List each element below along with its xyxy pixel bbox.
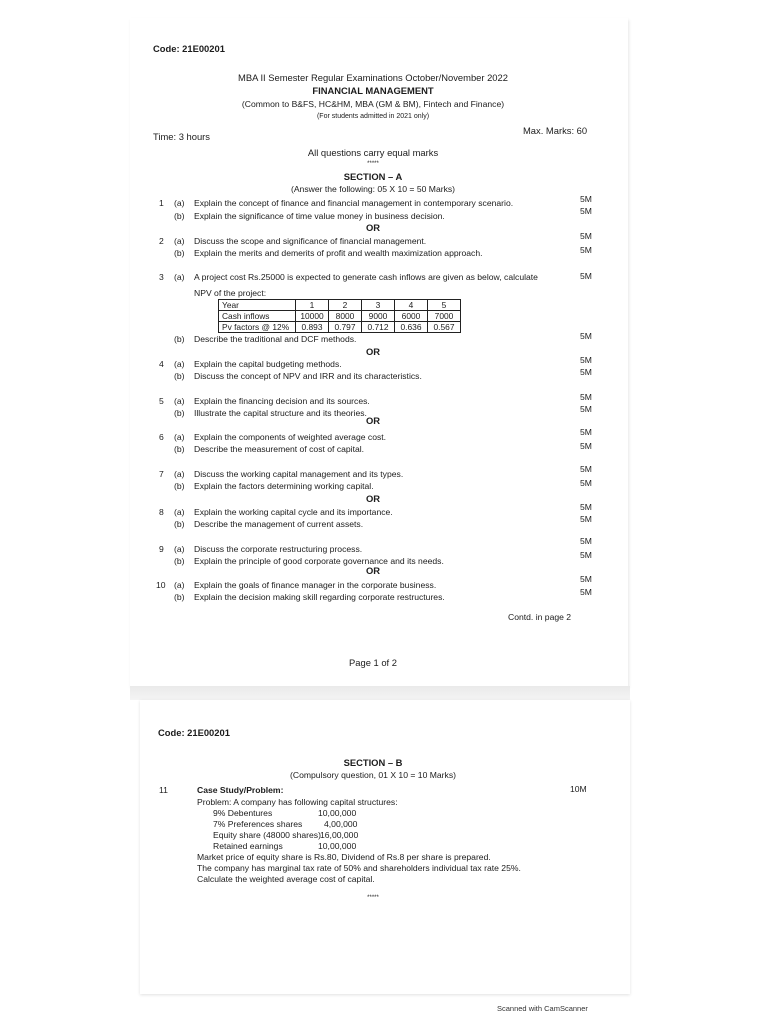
- question-marks: 5M: [580, 536, 592, 546]
- case-study-title: Case Study/Problem:: [197, 785, 284, 795]
- question-text: Discuss the working capital management and its types.: [194, 469, 404, 479]
- common-to-note: (Common to B&FS, HC&HM, MBA (GM & BM), Fintech and Finance): [241, 99, 505, 109]
- table-cell: 0.893: [296, 322, 329, 333]
- question-part-label: (b): [174, 408, 185, 418]
- page-gap: [130, 686, 630, 700]
- q3-continuation: NPV of the project:: [194, 288, 267, 298]
- question-marks: 5M: [580, 392, 592, 402]
- table-cell: 0.712: [362, 322, 395, 333]
- question-text: A project cost Rs.25000 is expected to generate cash inflows are given as below, calculate: [194, 272, 538, 282]
- table-cell: 4: [395, 300, 428, 311]
- question-number: 10: [156, 580, 166, 590]
- table-cell: 9000: [362, 311, 395, 322]
- question-marks: 5M: [580, 271, 592, 281]
- table-row: [219, 300, 461, 311]
- problem-text-line: The company has marginal tax rate of 50% and shareholders individual tax rate 25%.: [197, 863, 521, 873]
- capital-item-label: 7% Preferences shares: [213, 819, 303, 829]
- subject-title: FINANCIAL MANAGEMENT: [312, 85, 434, 96]
- table-cell: Pv factors @ 12%: [219, 322, 296, 333]
- question-marks: 5M: [580, 355, 592, 365]
- question-marks: 5M: [580, 441, 592, 451]
- question-part-label: (a): [174, 507, 185, 517]
- capital-item-value: 4,00,000: [324, 819, 358, 829]
- question-text: Explain the working capital cycle and its importance.: [194, 507, 393, 517]
- question-text: Describe the management of current assets.: [194, 519, 364, 529]
- table-cell: Year: [219, 300, 296, 311]
- or-separator: OR: [365, 565, 381, 576]
- question-marks: 5M: [580, 194, 592, 204]
- table-cell: 0.636: [395, 322, 428, 333]
- question-part-label: (a): [174, 580, 185, 590]
- question-text: Explain the significance of time value money in business decision.: [194, 211, 445, 221]
- question-text: Discuss the corporate restructuring process.: [194, 544, 363, 554]
- section-b-note: (Compulsory question, 01 X 10 = 10 Marks): [290, 770, 456, 780]
- npv-table: [218, 299, 461, 333]
- question-text: Explain the financing decision and its sources.: [194, 396, 370, 406]
- question-part-label: (b): [174, 334, 185, 344]
- scanner-watermark: Scanned with CamScanner: [497, 1004, 588, 1013]
- question-part-label: (a): [174, 198, 185, 208]
- question-text: Explain the factors determining working capital.: [194, 481, 374, 491]
- question-part-label: (b): [174, 592, 185, 602]
- question-text: Describe the traditional and DCF methods.: [194, 334, 357, 344]
- question-marks: 5M: [580, 464, 592, 474]
- question-number: 8: [159, 507, 164, 517]
- question-text: Illustrate the capital structure and its theories.: [194, 408, 367, 418]
- table-cell: 5: [428, 300, 461, 311]
- question-part-label: (a): [174, 396, 185, 406]
- question-text: Describe the measurement of cost of capital.: [194, 444, 365, 454]
- paper-code: Code: 21E00201: [158, 727, 230, 738]
- question-marks: 5M: [580, 574, 592, 584]
- table-cell: 3: [362, 300, 395, 311]
- table-cell: 0.567: [428, 322, 461, 333]
- question-text: Explain the merits and demerits of profit and wealth maximization approach.: [194, 248, 483, 258]
- max-marks: Max. Marks: 60: [523, 125, 588, 136]
- question-text: Explain the concept of finance and financial management in contemporary scenario.: [194, 198, 514, 208]
- table-cell: 10000: [296, 311, 329, 322]
- table-cell: 2: [329, 300, 362, 311]
- question-number: 6: [159, 432, 164, 442]
- question-part-label: (b): [174, 211, 185, 221]
- question-marks: 5M: [580, 502, 592, 512]
- paper-code: Code: 21E00201: [153, 43, 225, 54]
- question-text: Explain the capital budgeting methods.: [194, 359, 342, 369]
- stars-divider: *****: [367, 895, 379, 901]
- question-marks: 5M: [580, 206, 592, 216]
- exam-page-2: [140, 700, 630, 994]
- question-number: 9: [159, 544, 164, 554]
- question-marks: 5M: [580, 550, 592, 560]
- question-number: 7: [159, 469, 164, 479]
- instruction: All questions carry equal marks: [307, 147, 439, 158]
- question-part-label: (b): [174, 481, 185, 491]
- stars-divider: *****: [367, 161, 379, 167]
- question-marks: 5M: [580, 331, 592, 341]
- question-number: 11: [159, 785, 168, 795]
- question-part-label: (a): [174, 272, 185, 282]
- capital-item-value: 10,00,000: [318, 808, 357, 818]
- question-marks: 5M: [580, 514, 592, 524]
- question-part-label: (b): [174, 556, 185, 566]
- or-separator: OR: [365, 415, 381, 426]
- question-text: Explain the principle of good corporate governance and its needs.: [194, 556, 444, 566]
- question-text: Discuss the scope and significance of financial management.: [194, 236, 427, 246]
- problem-text-line: Market price of equity share is Rs.80, Dividend of Rs.8 per share is prepared.: [197, 852, 491, 862]
- or-separator: OR: [365, 346, 381, 357]
- table-cell: Cash inflows: [219, 311, 296, 322]
- question-marks: 5M: [580, 587, 592, 597]
- question-marks: 5M: [580, 231, 592, 241]
- question-number: 3: [159, 272, 164, 282]
- capital-item-value: 10,00,000: [318, 841, 357, 851]
- question-part-label: (a): [174, 469, 185, 479]
- continued-note: Contd. in page 2: [508, 612, 572, 622]
- question-text: Explain the goals of finance manager in the corporate business.: [194, 580, 437, 590]
- question-marks: 5M: [580, 367, 592, 377]
- question-text: Explain the components of weighted average cost.: [194, 432, 387, 442]
- question-part-label: (a): [174, 236, 185, 246]
- question-part-label: (b): [174, 444, 185, 454]
- question-marks: 5M: [580, 245, 592, 255]
- capital-item-label: Equity share (48000 shares): [213, 830, 321, 840]
- question-text: Discuss the concept of NPV and IRR and its characteristics.: [194, 371, 422, 381]
- table-cell: 8000: [329, 311, 362, 322]
- exam-title: MBA II Semester Regular Examinations October/November 2022: [238, 72, 508, 83]
- question-marks: 5M: [580, 427, 592, 437]
- question-part-label: (a): [174, 544, 185, 554]
- question-part-label: (b): [174, 248, 185, 258]
- question-text: Explain the decision making skill regarding corporate restructures.: [194, 592, 445, 602]
- table-row: [219, 322, 461, 333]
- or-separator: OR: [365, 493, 381, 504]
- time-allowed: Time: 3 hours: [153, 131, 210, 142]
- table-cell: 7000: [428, 311, 461, 322]
- or-separator: OR: [365, 222, 381, 233]
- students-note: (For students admitted in 2021 only): [316, 113, 430, 120]
- problem-intro: Problem: A company has following capital structures:: [197, 797, 398, 807]
- exam-page-1: [130, 18, 628, 686]
- capital-item-label: Retained earnings: [213, 841, 283, 851]
- capital-item-label: 9% Debentures: [213, 808, 273, 818]
- problem-text-line: Calculate the weighted average cost of capital.: [197, 874, 375, 884]
- capital-item-value: 16,00,000: [320, 830, 359, 840]
- table-cell: 6000: [395, 311, 428, 322]
- page-number: Page 1 of 2: [349, 657, 397, 668]
- table-row: [219, 311, 461, 322]
- question-number: 2: [159, 236, 164, 246]
- question-number: 5: [159, 396, 164, 406]
- question-part-label: (a): [174, 359, 185, 369]
- question-number: 4: [159, 359, 164, 369]
- question-marks: 10M: [570, 784, 587, 794]
- question-marks: 5M: [580, 404, 592, 414]
- question-part-label: (b): [174, 371, 185, 381]
- question-part-label: (b): [174, 519, 185, 529]
- table-cell: 1: [296, 300, 329, 311]
- section-a-note: (Answer the following: 05 X 10 = 50 Marks): [290, 184, 456, 194]
- section-a-title: SECTION – A: [343, 171, 403, 182]
- question-number: 1: [159, 198, 164, 208]
- question-marks: 5M: [580, 478, 592, 488]
- question-part-label: (a): [174, 432, 185, 442]
- section-b-title: SECTION – B: [343, 757, 403, 768]
- table-cell: 0.797: [329, 322, 362, 333]
